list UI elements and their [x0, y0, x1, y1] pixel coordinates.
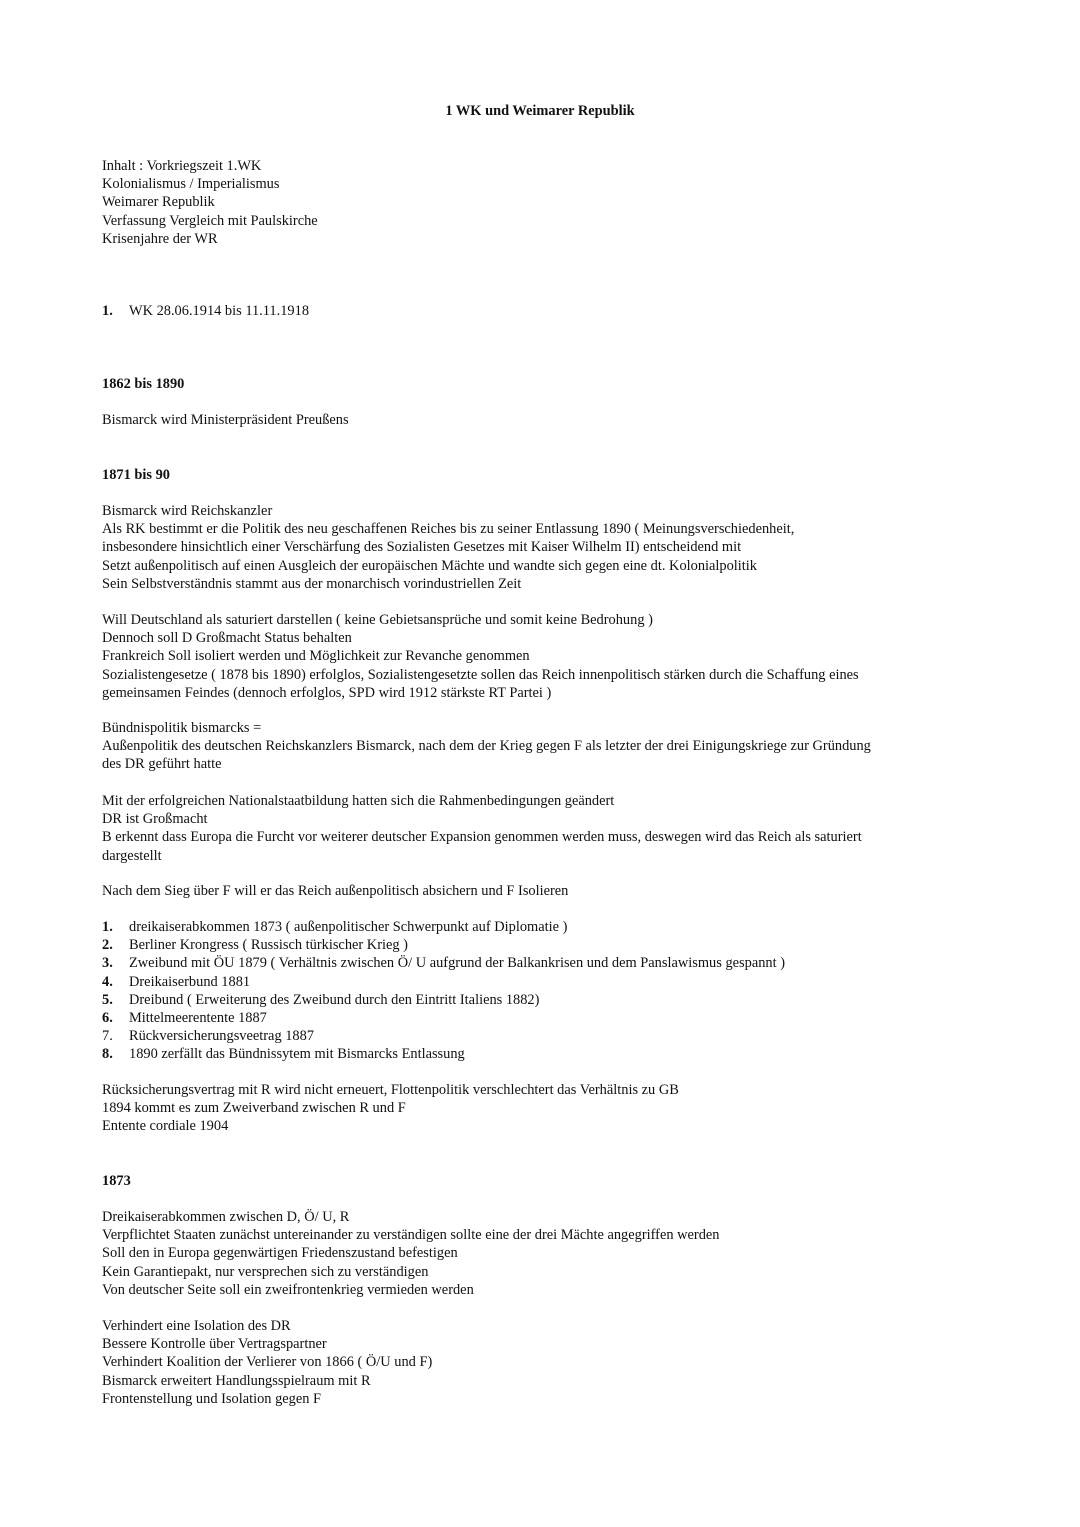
section-heading-1862: 1862 bis 1890: [102, 376, 185, 392]
alliance-list: [102, 918, 982, 1064]
list-item: [102, 936, 982, 954]
section-heading-1873: 1873: [102, 1173, 131, 1189]
paragraph: [102, 502, 982, 593]
list-number: 7.: [102, 1028, 113, 1045]
list-item: [102, 991, 982, 1009]
contents-line: Inhalt : Vorkriegszeit 1.WK: [102, 158, 262, 174]
paragraph: [102, 792, 982, 865]
text-line: Verpflichtet Staaten zunächst untereinander zu verständigen sollte eine der drei Mächte angegriffen werden: [102, 1227, 720, 1244]
text-line: Mit der erfolgreichen Nationalstaatbildung hatten sich die Rahmenbedingungen geändert: [102, 793, 615, 809]
text-line: Bismarck erweitert Handlungsspielraum mit R: [102, 1372, 371, 1389]
text-line: Bündnispolitik bismarcks =: [102, 720, 262, 736]
list-number: 8.: [102, 1046, 113, 1063]
contents-line: Kolonialismus / Imperialismus: [102, 176, 280, 193]
text-line: B erkennt dass Europa die Furcht vor weiterer deutscher Expansion genommen werden muss, deswegen wird das Reich als saturiert: [102, 829, 862, 846]
text-line: Außenpolitik des deutschen Reichskanzlers Bismarck, nach dem der Krieg gegen F als letzter der drei Einigungskriege zur Gründung: [102, 738, 871, 755]
text-line: Bessere Kontrolle über Vertragspartner: [102, 1336, 327, 1353]
list-number: 3.: [102, 955, 113, 972]
list-item-text: Zweibund mit ÖU 1879 ( Verhältnis zwischen Ö/ U aufgrund der Balkankrisen und dem Panslawismus gespannt ): [129, 955, 785, 972]
war-period-text: WK 28.06.1914 bis 11.11.1918: [129, 303, 310, 319]
list-number: 4.: [102, 973, 113, 990]
text-line: Sein Selbstverständnis stammt aus der monarchisch vorindustriellen Zeit: [102, 575, 522, 592]
text-line: gemeinsamen Feindes (dennoch erfolglos, SPD wird 1912 stärkste RT Partei ): [102, 684, 552, 701]
text-line: Will Deutschland als saturiert darstellen ( keine Gebietsansprüche und somit keine Bedrohung ): [102, 612, 653, 628]
list-item-text: 1890 zerfällt das Bündnissytem mit Bismarcks Entlassung: [129, 1046, 465, 1063]
list-item: [102, 1009, 982, 1027]
paragraph: Nach dem Sieg über F will er das Reich außenpolitisch absichern und F Isolieren: [102, 883, 569, 899]
text-line: Dreikaiserabkommen zwischen D, Ö/ U, R: [102, 1209, 350, 1225]
war-period-item: [102, 302, 982, 320]
text-line: Setzt außenpolitisch auf einen Ausgleich der europäischen Mächte und wandte sich gegen eine dt. Kolonialpolitik: [102, 557, 757, 574]
text-line: Soll den in Europa gegenwärtigen Friedenszustand befestigen: [102, 1245, 458, 1262]
list-item-text: Dreibund ( Erweiterung des Zweibund durch den Eintritt Italiens 1882): [129, 991, 540, 1008]
list-item-text: Rückversicherungsveetrag 1887: [129, 1028, 315, 1045]
text-line: Frontenstellung und Isolation gegen F: [102, 1390, 322, 1407]
list-item: [102, 954, 982, 972]
contents-line: Krisenjahre der WR: [102, 230, 218, 247]
contents-line: Weimarer Republik: [102, 194, 215, 211]
text-line: Entente cordiale 1904: [102, 1118, 229, 1135]
text-line: DR ist Großmacht: [102, 811, 208, 828]
text-line: des DR geführt hatte: [102, 756, 222, 773]
contents-line: Verfassung Vergleich mit Paulskirche: [102, 212, 318, 229]
text-line: Bismarck wird Reichskanzler: [102, 503, 273, 519]
list-item-text: Mittelmeerentente 1887: [129, 1009, 267, 1026]
section-1862-text: Bismarck wird Ministerpräsident Preußens: [102, 412, 349, 428]
list-item: [102, 1045, 982, 1063]
text-line: Rücksicherungsvertrag mit R wird nicht erneuert, Flottenpolitik verschlechtert das Verhältnis zu GB: [102, 1082, 679, 1098]
text-line: Sozialistengesetze ( 1878 bis 1890) erfolglos, Sozialistengesetzte sollen das Reich innenpolitisch stärken durch die Schaffung eines: [102, 666, 859, 683]
text-line: Von deutscher Seite soll ein zweifrontenkrieg vermieden werden: [102, 1281, 474, 1298]
list-item: [102, 973, 982, 991]
text-line: Als RK bestimmt er die Politik des neu geschaffenen Reiches bis zu seiner Entlassung 1890 ( Meinungsverschiedenheit,: [102, 521, 795, 538]
paragraph: [102, 611, 982, 702]
text-line: Kein Garantiepakt, nur versprechen sich zu verständigen: [102, 1263, 429, 1280]
section-heading-1871: 1871 bis 90: [102, 467, 170, 483]
paragraph: [102, 719, 982, 774]
list-item-text: dreikaiserabkommen 1873 ( außenpolitischer Schwerpunkt auf Diplomatie ): [129, 919, 568, 935]
list-number: 1.: [102, 303, 113, 319]
text-line: dargestellt: [102, 847, 162, 864]
text-line: Verhindert eine Isolation des DR: [102, 1318, 291, 1334]
list-number: 1.: [102, 919, 113, 935]
list-item: [102, 918, 982, 936]
list-number: 5.: [102, 991, 113, 1008]
list-item: [102, 1027, 982, 1045]
text-line: Dennoch soll D Großmacht Status behalten: [102, 630, 352, 647]
contents-block: [102, 157, 982, 248]
text-line: 1894 kommt es zum Zweiverband zwischen R und F: [102, 1100, 406, 1117]
text-line: insbesondere hinsichtlich einer Verschärfung des Sozialisten Gesetzes mit Kaiser Wilhelm II) entscheidend mit: [102, 539, 742, 556]
paragraph: [102, 1081, 982, 1136]
paragraph: [102, 1208, 982, 1299]
list-item-text: Dreikaiserbund 1881: [129, 973, 251, 990]
document-title: 1 WK und Weimarer Republik: [445, 103, 635, 119]
text-line: Frankreich Soll isoliert werden und Möglichkeit zur Revanche genommen: [102, 648, 530, 665]
list-number: 6.: [102, 1009, 113, 1026]
list-number: 2.: [102, 937, 113, 954]
list-item-text: Berliner Krongress ( Russisch türkischer Krieg ): [129, 937, 408, 954]
paragraph: [102, 1317, 982, 1408]
text-line: Verhindert Koalition der Verlierer von 1866 ( Ö/U und F): [102, 1354, 433, 1371]
